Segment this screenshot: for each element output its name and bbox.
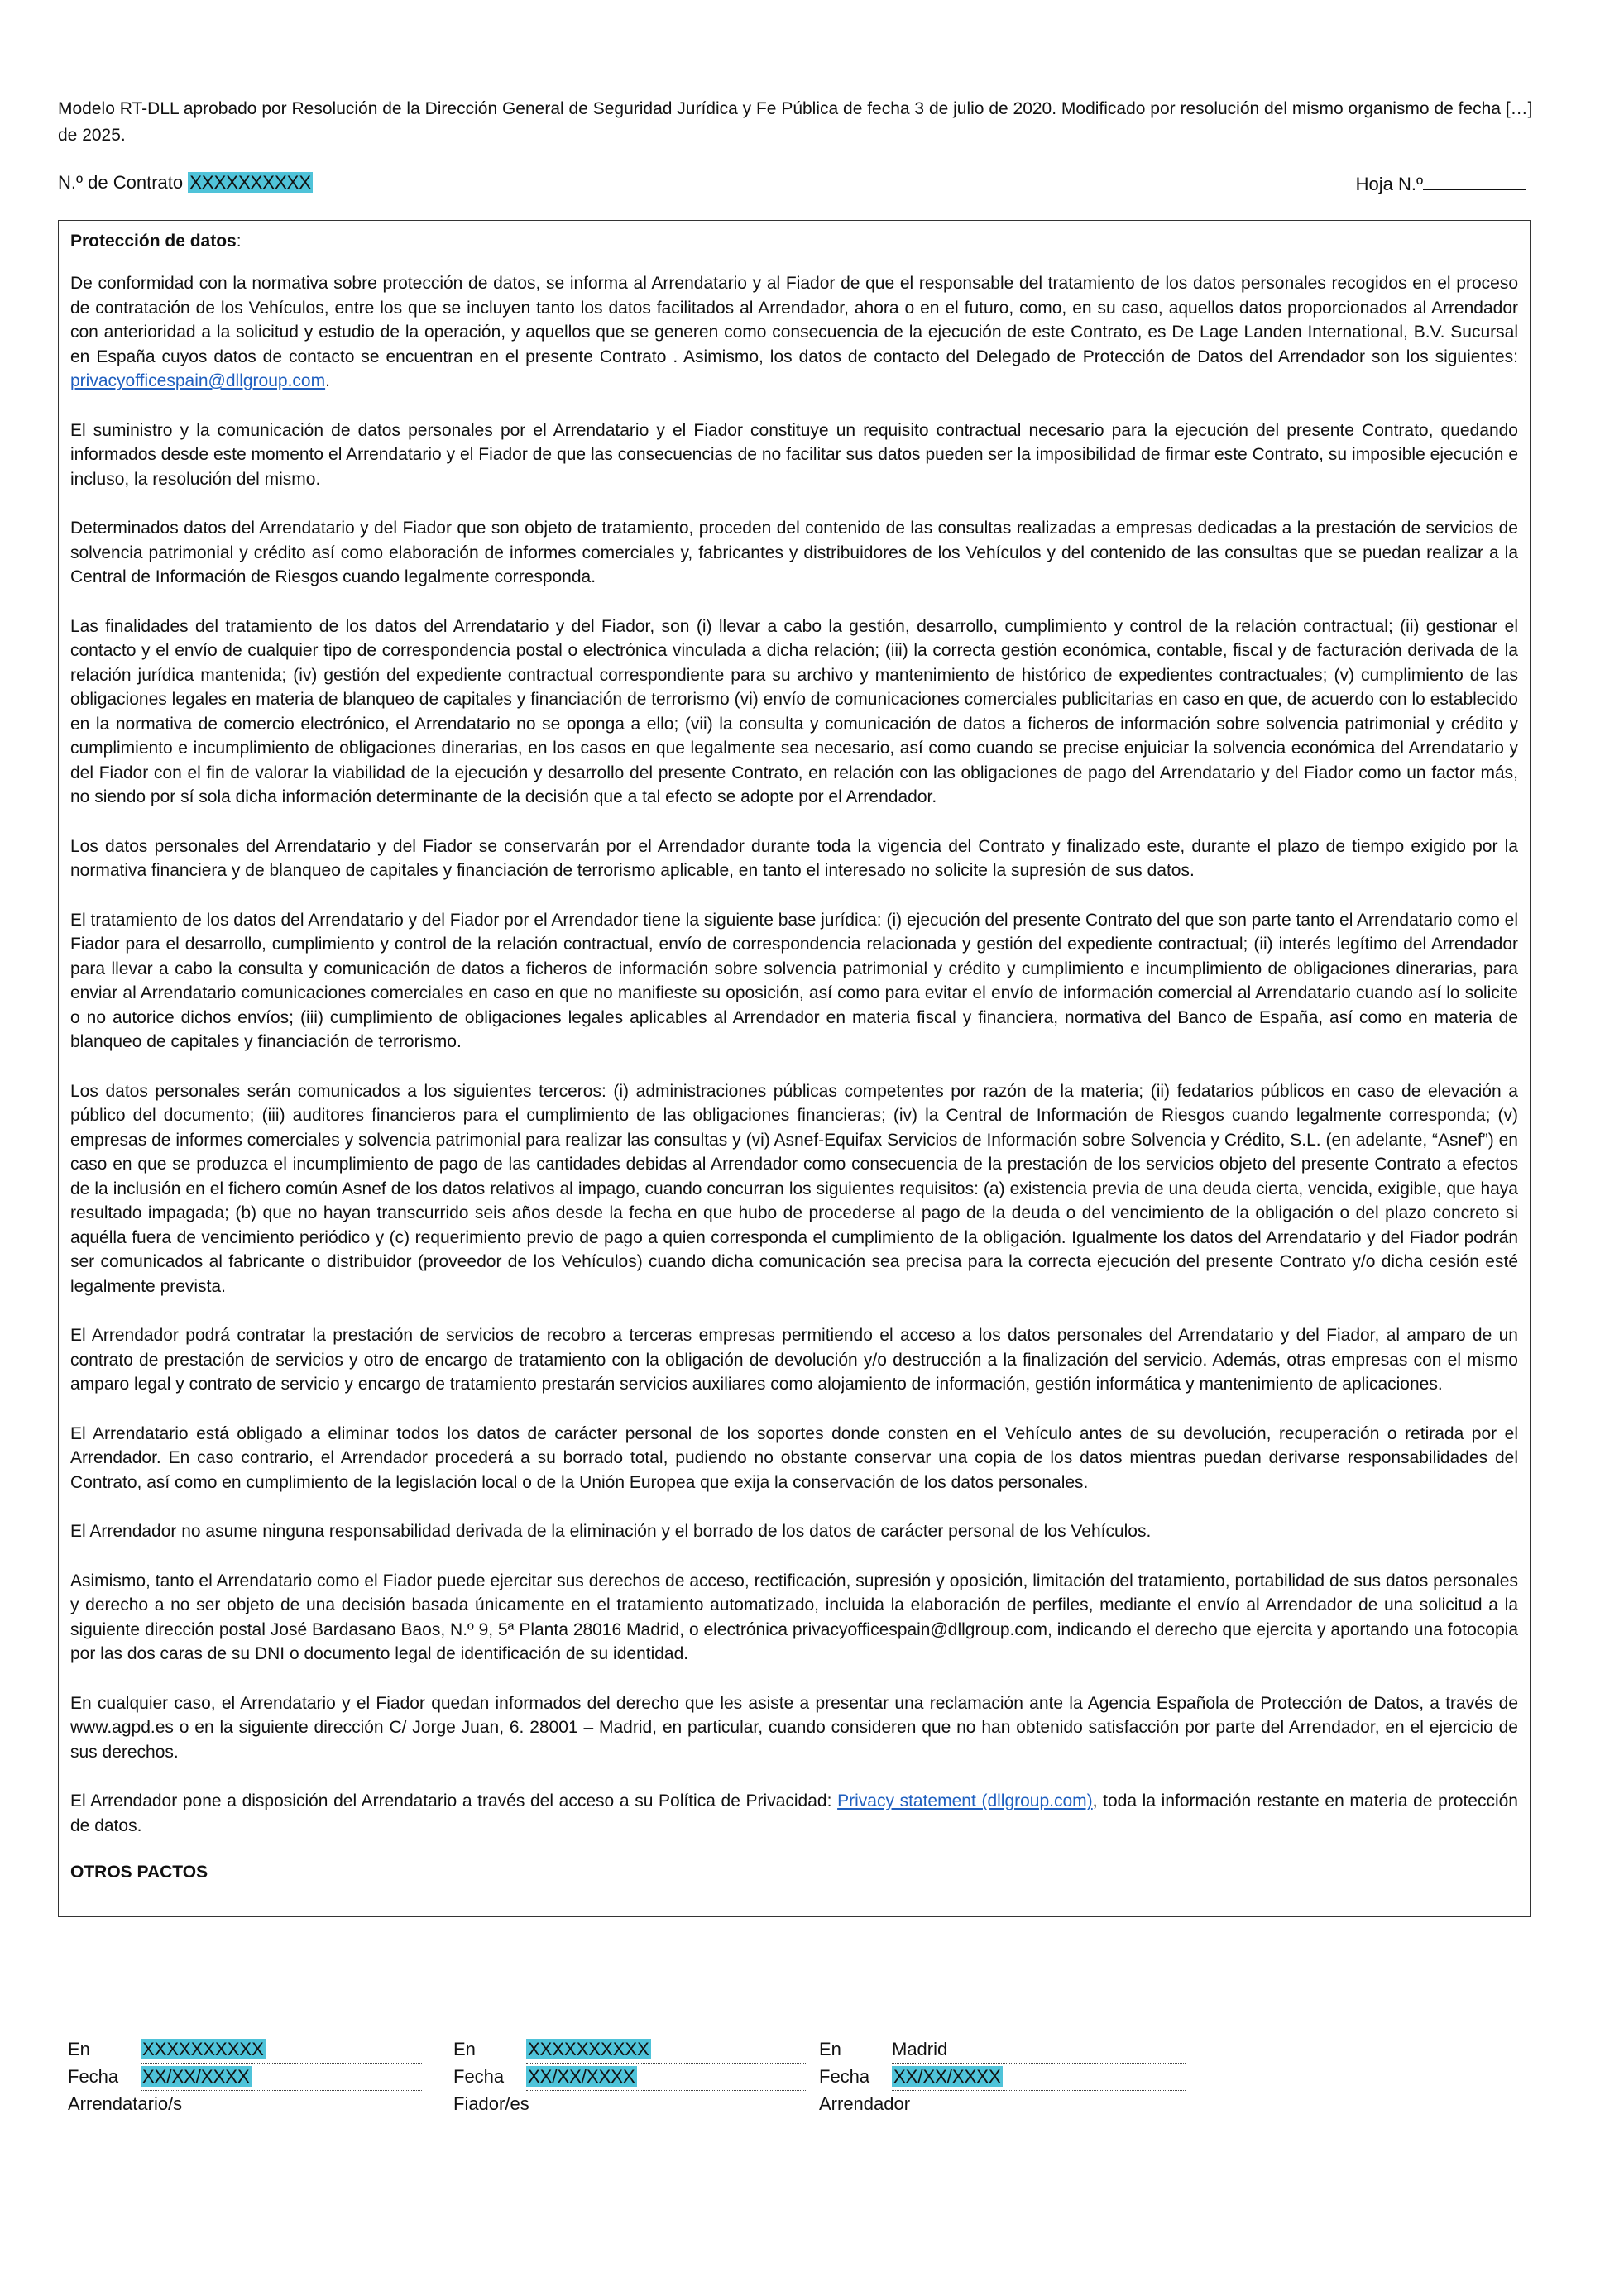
contract-label: N.º de Contrato (58, 172, 184, 193)
paragraph: El Arrendatario está obligado a eliminar todos los datos de carácter personal de los soportes donde consten en el Vehículo antes de su devolución, recuperación o retirada por el Arrendador. En caso contrario, el Arrendador procederá a su borrado total, pudiendo no obstante conservar una copia de los datos mientras puedan derivarse responsabilidades del Contrato, así como en cumplimiento de la legislación local o de la Unión Europea que exija la conservación de los datos personales. (70, 1423, 1518, 1492)
signature-block-arrendatario: En XXXXXXXXXX Fecha XX/XX/XXXX Arrendatario/s (68, 2036, 422, 2117)
contract-number-line (58, 172, 1547, 194)
paragraph: El Arrendador podrá contratar la prestación de servicios de recobro a terceras empresas permitiendo el acceso a los datos personales del Arrendatario y del Fiador, al amparo de un contrato de prestación de servicios y otro de encargo de tratamiento con la obligación de devolución y/o destrucción a la finalización del servicio. Además, otras empresas con el mismo amparo legal y contrato de servicio y encargo de tratamiento prestarán servicios auxiliares como alojamiento de información, gestión informática y mantenimiento de aplicaciones. (70, 1326, 1518, 1394)
paragraph: El tratamiento de los datos del Arrendatario y del Fiador por el Arrendador tiene la siguiente base jurídica: (i) ejecución del presente Contrato del que son parte tanto el Arrendatario como el Fiador para el desarrollo, cumplimiento y control de la relación contractual, envío de correspondencia relacionada y gestión del expediente contractual; (ii) interés legítimo del Arrendador para llevar a cabo la consulta y comunicación de datos a ficheros de información sobre solvencia patrimonial y crédito y cumplimiento e incumplimiento de obligaciones dinerarias, para enviar al Arrendatario comunicaciones comerciales en caso en que no manifieste su oposición, así como para evitar el envío de información comercial al Arrendatario cuando así lo solicite o no autorice dichos envíos; (iii) cumplimiento de obligaciones legales aplicables al Arrendador en materia fiscal y financiera, normativa del Banco de España, así como en materia de blanqueo de capitales y financiación de terrorismo. (70, 910, 1518, 1051)
signature-block-fiador: En XXXXXXXXXX Fecha XX/XX/XXXX Fiador/es (453, 2036, 807, 2117)
privacy-statement-link[interactable]: Privacy statement (dllgroup.com) (837, 1791, 1093, 1810)
date-field[interactable]: XX/XX/XXXX (142, 2066, 250, 2087)
paragraph: Los datos personales serán comunicados a los siguientes terceros: (i) administraciones públicas competentes por razón de la materia; (ii) fedatarios públicos en caso de elevación a público del documento; (iii) auditores financieros para el cumplimiento de las obligaciones financieras; (iv) la Central de Información de Riesgos cuando legalmente corresponda; (v) empresas de informes comerciales y solvencia patrimonial para realizar las consultas y (vi) Asnef-Equifax Servicios de Información sobre Solvencia y Crédito, S.L. (en adelante, “Asnef”) en caso en que se produzca el incumplimiento de pago de las cantidades debidas al Arrendador como consecuencia de la prestación de los servicios objeto del presente Contrato a efectos de la inclusión en el fichero común Asnef de los datos relativos al impago, cuando concurran los siguientes requisitos: (a) existencia previa de una deuda cierta, vencida, exigible, que haya resultado impagada; (b) que no hayan transcurrido seis años desde la fecha en que hubo de procederse al pago de la deuda o del vencimiento de la obligación o del plazo concreto si aquélla fuera de vencimiento periódico y (c) requerimiento previo de pago a quien corresponda el cumplimiento de la obligación. Igualmente los datos del Arrendatario y del Fiador podrán ser comunicados al fabricante o distribuidor (proveedor de los Vehículos) cuando dicha comunicación sea precisa para la correcta ejecución del presente Contrato y/o dicha cesión esté legalmente prevista. (70, 1081, 1518, 1296)
place-field[interactable]: Madrid (892, 2039, 948, 2059)
section-title: Protección de datos: (70, 232, 242, 251)
paragraph: Los datos personales del Arrendatario y del Fiador se conservarán por el Arrendador durante toda la vigencia del Contrato y finalizado este, durante el plazo de tiempo exigido por la normativa financiera y de blanqueo de capitales y financiación de terrorismo aplicable, en tanto el interesado no solicite la supresión de sus datos. (70, 836, 1518, 880)
paragraph: Asimismo, tanto el Arrendatario como el Fiador puede ejercitar sus derechos de acceso, rectificación, supresión y oposición, limitación del tratamiento, portabilidad de sus datos personales y derecho a no ser objeto de una decisión basada únicamente en el tratamiento automatizado, incluida la elaboración de perfiles, mediante el envío al Arrendador de una solicitud a la siguiente dirección postal José Bardasano Baos, N.º 9, 5ª Planta 28016 Madrid, o electrónica privacyofficespain@dllgroup.com, indicando el derecho que ejercita y aportando una fotocopia por las dos caras de su DNI o documento legal de identificación de su identidad. (70, 1571, 1518, 1663)
data-protection-section (58, 220, 1531, 1917)
role-label: Arrendador (819, 2093, 911, 2114)
model-header: Modelo RT-DLL aprobado por Resolución de la Dirección General de Seguridad Jurídica y Fe Pública de fecha 3 de julio de 2020. Modificado por resolución del mismo organismo de fecha […] de 2025. (58, 99, 1533, 145)
role-label: Arrendatario/s (68, 2093, 183, 2114)
date-field[interactable]: XX/XX/XXXX (893, 2066, 1001, 2087)
sheet-label: Hoja N.º (1355, 174, 1423, 194)
dpo-email-link[interactable]: privacyofficespain@dllgroup.com (70, 371, 326, 390)
paragraph: Las finalidades del tratamiento de los datos del Arrendatario y del Fiador, son (i) llevar a cabo la gestión, desarrollo, cumplimiento y control de la relación contractual; (ii) gestionar el contacto y el envío de cualquier tipo de correspondencia postal o electrónica vinculada a dicha relación; (iii) la correcta gestión económica, contable, fiscal y de facturación derivada de la relación jurídica mantenida; (iv) gestión del expediente contractual correspondiente para su archivo y mantenimiento de histórico de expedientes contractuales; (v) cumplimiento de las obligaciones legales en materia de blanqueo de capitales y financiación de terrorismo (vi) envío de comunicaciones comerciales publicitarias en caso en que, de acuerdo con lo establecido en la normativa de comercio electrónico, el Arrendatario no se oponga a ello; (vii) la consulta y comunicación de datos a ficheros de información sobre solvencia patrimonial y crédito y cumplimiento e incumplimiento de obligaciones dinerarias, en los casos en que legalmente sea necesario, así como cuando se precise enjuiciar la solvencia económica del Arrendatario y del Fiador con el fin de valorar la viabilidad de la ejecución y desarrollo del presente Contrato, en relación con las obligaciones de pago del Arrendatario y del Fiador como un factor más, no siendo por sí sola dicha información determinante de la decisión que a tal efecto se adopte por el Arrendador. (70, 616, 1518, 806)
sheet-number (1356, 172, 1526, 195)
paragraph: El suministro y la comunicación de datos personales por el Arrendatario y el Fiador constituye un requisito contractual necesario para la ejecución del presente Contrato, quedando informados desde este momento el Arrendatario y el Fiador de que las consecuencias de no facilitar sus datos pueden ser la imposibilidad de firmar este Contrato, su imposible ejecución e incluso, la resolución del mismo. (70, 420, 1518, 489)
paragraph: El Arrendador pone a disposición del Arrendatario a través del acceso a su Política de Privacidad: Privacy statement (dllgroup.com), toda la información restante en materia de protección de datos. (70, 1791, 1518, 1835)
signature-block-arrendador: En Madrid Fecha XX/XX/XXXX Arrendador (819, 2036, 1186, 2117)
paragraph: De conformidad con la normativa sobre protección de datos, se informa al Arrendatario y al Fiador de que el responsable del tratamiento de los datos personales recogidos en el proceso de contratación de los Vehículos, entre los que se incluyen tanto los datos facilitados al Arrendador, ahora o en el futuro, como, en su caso, aquellos datos proporcionados al Arrendador con anterioridad a la solicitud y estudio de la operación, y aquellos que se generen como consecuencia de la ejecución de este Contrato, es De Lage Landen International, B.V. Sucursal en España cuyos datos de contacto se encuentran en el presente Contrato . Asimismo, los datos de contacto del Delegado de Protección de Datos del Arrendador son los siguientes: privacyofficespain@dllgroup.com. (70, 274, 1518, 390)
place-field[interactable]: XXXXXXXXXX (528, 2039, 649, 2059)
paragraph: Determinados datos del Arrendatario y del Fiador que son objeto de tratamiento, proceden del contenido de las consultas realizadas a empresas dedicadas a la prestación de servicios de solvencia patrimonial y crédito así como elaboración de informes comerciales y, fabricantes y distribuidores de los Vehículos y del contenido de las consultas que se puedan realizar a la Central de Información de Riesgos cuando legalmente corresponda. (70, 519, 1518, 586)
contract-number-field[interactable]: XXXXXXXXXX (189, 172, 311, 193)
otros-pactos-heading: OTROS PACTOS (70, 1863, 208, 1882)
role-label: Fiador/es (453, 2093, 529, 2114)
sheet-number-field[interactable] (1423, 172, 1526, 190)
paragraph: El Arrendador no asume ninguna responsabilidad derivada de la eliminación y el borrado de los datos de carácter personal de los Vehículos. (70, 1522, 1152, 1541)
place-field[interactable]: XXXXXXXXXX (142, 2039, 264, 2059)
paragraph: En cualquier caso, el Arrendatario y el Fiador quedan informados del derecho que les asiste a presentar una reclamación ante la Agencia Española de Protección de Datos, a través de www.agpd.es o en la siguiente dirección C/ Jorge Juan, 6. 28001 – Madrid, en particular, cuando consideren que no han obtenido satisfacción por parte del Arrendador, en el ejercicio de sus derechos. (70, 1693, 1518, 1762)
date-field[interactable]: XX/XX/XXXX (528, 2066, 635, 2087)
